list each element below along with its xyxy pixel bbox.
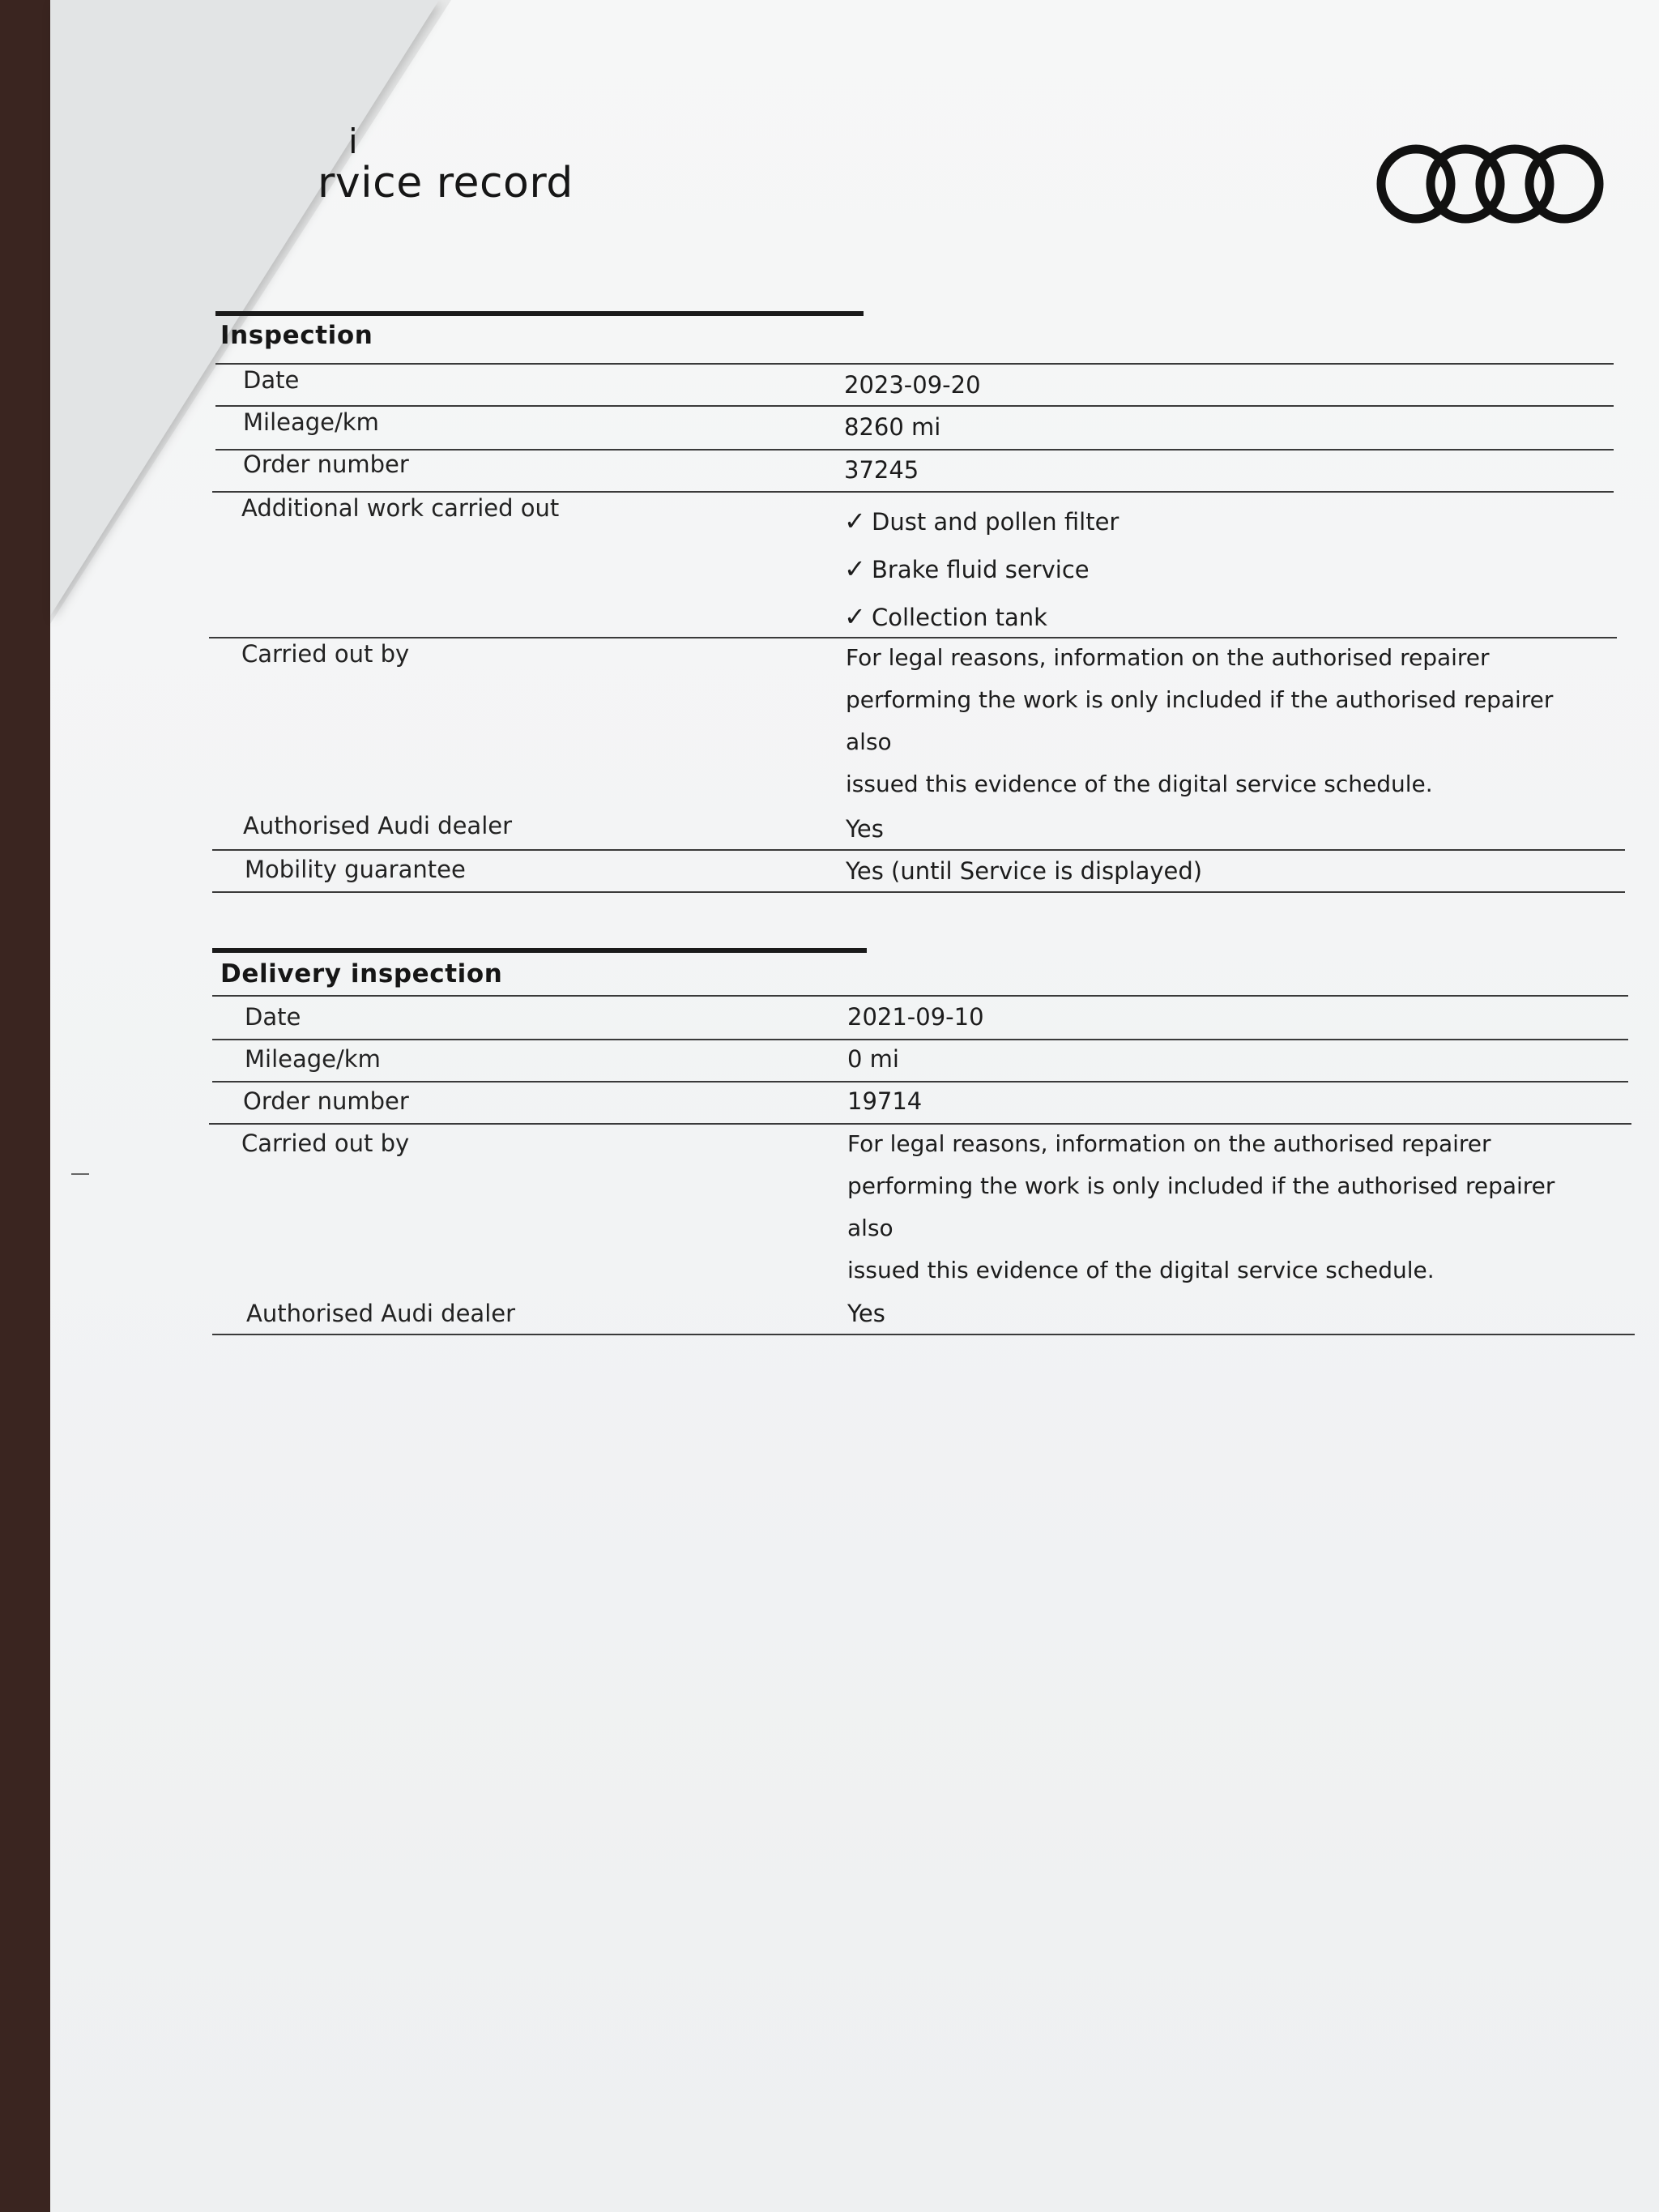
divider xyxy=(215,405,1614,407)
inspection-carried-out-text xyxy=(846,637,1575,805)
additional-work-item-label: Brake fluid service xyxy=(872,556,1090,583)
delivery-carried-out-text xyxy=(847,1123,1576,1292)
inspection-date-label: Date xyxy=(243,366,300,394)
additional-work-item xyxy=(844,553,1090,584)
divider xyxy=(212,1081,1628,1083)
delivery-section-bar xyxy=(212,948,867,953)
delivery-carried-out-label: Carried out by xyxy=(241,1129,410,1157)
additional-work-item xyxy=(844,506,1119,536)
delivery-mileage-label: Mileage/km xyxy=(245,1045,381,1073)
divider xyxy=(215,449,1614,451)
check-mark-icon: ✓ xyxy=(844,506,866,536)
paragraph-line: For legal reasons, information on the authorised repairer xyxy=(847,1130,1491,1157)
check-mark-icon: ✓ xyxy=(844,553,866,584)
additional-work-item xyxy=(844,601,1047,632)
divider xyxy=(212,849,1625,851)
delivery-date-value: 2021-09-10 xyxy=(847,1003,984,1031)
inspection-mobility-value: Yes (until Service is displayed) xyxy=(846,857,1203,885)
divider xyxy=(215,363,1614,365)
inspection-mileage-label: Mileage/km xyxy=(243,408,379,436)
inspection-carried-out-label: Carried out by xyxy=(241,640,410,668)
paragraph-line: For legal reasons, information on the authorised repairer xyxy=(846,644,1490,671)
delivery-order-label: Order number xyxy=(243,1087,409,1115)
divider xyxy=(212,995,1628,997)
additional-work-item-label: Collection tank xyxy=(872,604,1047,631)
divider xyxy=(212,891,1625,893)
service-record-page xyxy=(50,0,1659,2212)
delivery-order-value: 19714 xyxy=(847,1087,923,1115)
paragraph-line: issued this evidence of the digital service schedule. xyxy=(847,1257,1435,1283)
inspection-mobility-label: Mobility guarantee xyxy=(245,856,466,883)
inspection-date-value: 2023-09-20 xyxy=(844,371,981,399)
delivery-dealer-value: Yes xyxy=(847,1300,885,1327)
folded-corner xyxy=(50,0,439,616)
delivery-date-label: Date xyxy=(245,1003,301,1031)
inspection-section-title: Inspection xyxy=(220,321,373,350)
margin-mark xyxy=(71,1173,89,1175)
divider xyxy=(212,1334,1635,1335)
inspection-section-bar xyxy=(215,311,864,316)
paragraph-line: performing the work is only included if the authorised repairer also xyxy=(846,686,1554,755)
audi-rings-logo xyxy=(1369,139,1612,228)
delivery-dealer-label: Authorised Audi dealer xyxy=(246,1300,516,1327)
title-fragment: i xyxy=(348,122,358,161)
paragraph-line: issued this evidence of the digital service schedule. xyxy=(846,771,1433,797)
page-title: rvice record xyxy=(318,159,574,207)
additional-work-item-label: Dust and pollen filter xyxy=(872,508,1120,536)
divider xyxy=(212,1039,1628,1040)
inspection-mileage-value: 8260 mi xyxy=(844,413,941,441)
inspection-additional-work-label: Additional work carried out xyxy=(241,494,560,522)
paragraph-line: performing the work is only included if the authorised repairer also xyxy=(847,1172,1555,1241)
check-mark-icon: ✓ xyxy=(844,601,866,632)
inspection-order-label: Order number xyxy=(243,451,409,478)
divider xyxy=(212,491,1614,493)
inspection-dealer-value: Yes xyxy=(846,815,884,843)
logo-ring-4 xyxy=(1529,149,1599,219)
inspection-dealer-label: Authorised Audi dealer xyxy=(243,812,513,839)
delivery-mileage-value: 0 mi xyxy=(847,1045,899,1073)
inspection-order-value: 37245 xyxy=(844,456,919,484)
delivery-section-title: Delivery inspection xyxy=(220,959,503,989)
